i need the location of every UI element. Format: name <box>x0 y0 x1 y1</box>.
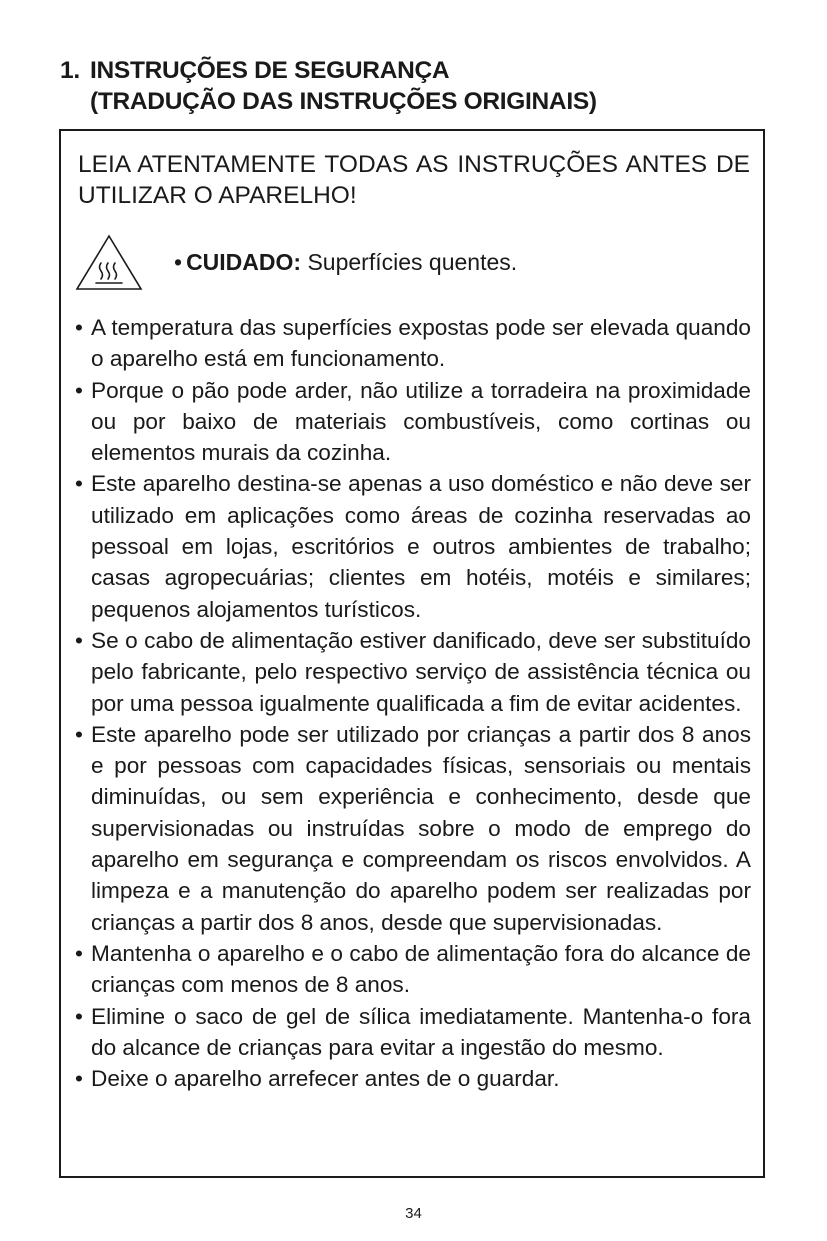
list-item-text: Porque o pão pode arder, não utilize a torradeira na proximidade ou por baixo de materiais combustíveis, como cortinas ou elementos murais da cozinha. <box>91 377 751 466</box>
caution-text: Superfícies quentes. <box>307 249 518 275</box>
list-item-text: Deixe o aparelho arrefecer antes de o guardar. <box>91 1066 560 1092</box>
list-item-text: Este aparelho destina-se apenas a uso doméstico e não deve ser utilizado em aplicações como áreas de cozinha reservadas ao pessoal em lojas, escritórios e outros ambientes de trabalho; casas agropecuárias; clientes em hotéis, motéis e similares; pequenos alojamentos turísticos. <box>91 471 751 622</box>
caution-note <box>174 247 517 278</box>
heading-line-1 <box>60 55 597 86</box>
list-item <box>75 1001 751 1064</box>
list-item <box>75 468 751 624</box>
list-item <box>75 625 751 719</box>
safety-instructions-box <box>59 129 765 1178</box>
list-item-text: A temperatura das superfícies expostas pode ser elevada quando o aparelho está em funcionamento. <box>91 315 751 372</box>
list-item <box>75 375 751 469</box>
heading-number: 1. <box>60 57 80 84</box>
hot-surface-warning-icon <box>74 233 144 291</box>
bullet-dot: • <box>75 315 83 340</box>
bullet-dot: • <box>75 471 83 497</box>
list-item-text: Elimine o saco de gel de sílica imediatamente. Mantenha-o fora do alcance de crianças para evitar a ingestão do mesmo. <box>91 1003 751 1060</box>
safety-list <box>75 312 751 1094</box>
page-number: 34 <box>405 1205 422 1222</box>
list-item-text: Mantenha o aparelho e o cabo de alimentação fora do alcance de crianças com menos de 8 anos. <box>91 940 751 998</box>
bullet-dot: • <box>75 721 83 747</box>
bullet-dot: • <box>75 1003 83 1029</box>
list-item <box>75 312 751 375</box>
list-item <box>75 719 751 938</box>
list-item-text: Este aparelho pode ser utilizado por crianças a partir dos 8 anos e por pessoas com capacidades físicas, sensoriais ou mentais diminuídas, ou sem experiência e conhecimento, desde que supervisionadas ou instruídas sobre o modo de emprego do aparelho em segurança e compreendam os riscos envolvidos. A limpeza e a manutenção do aparelho podem ser realizadas por crianças a partir dos 8 anos, desde que supervisionadas. <box>91 721 751 935</box>
bullet-dot: • <box>75 940 83 966</box>
bullet-dot: • <box>75 1066 83 1092</box>
list-item-text: Se o cabo de alimentação estiver danificado, deve ser substituído pelo fabricante, pelo respectivo serviço de assistência técnica ou por uma pessoa igualmente qualificada a fim de evitar acidentes. <box>91 627 751 716</box>
list-item <box>75 938 751 1001</box>
list-item <box>75 1063 751 1094</box>
heading-title: INSTRUÇÕES DE SEGURANÇA <box>90 57 450 84</box>
caution-bullet: • <box>174 249 183 275</box>
caution-label: CUIDADO: <box>186 249 302 275</box>
heading-subtitle: (TRADUÇÃO DAS INSTRUÇÕES ORIGINAIS) <box>90 88 597 115</box>
section-heading <box>60 55 597 117</box>
bullet-dot: • <box>75 377 83 403</box>
intro-warning: LEIA ATENTAMENTE TODAS AS INSTRUÇÕES ANTES DE UTILIZAR O APARELHO! <box>78 151 750 209</box>
bullet-dot: • <box>75 627 83 653</box>
